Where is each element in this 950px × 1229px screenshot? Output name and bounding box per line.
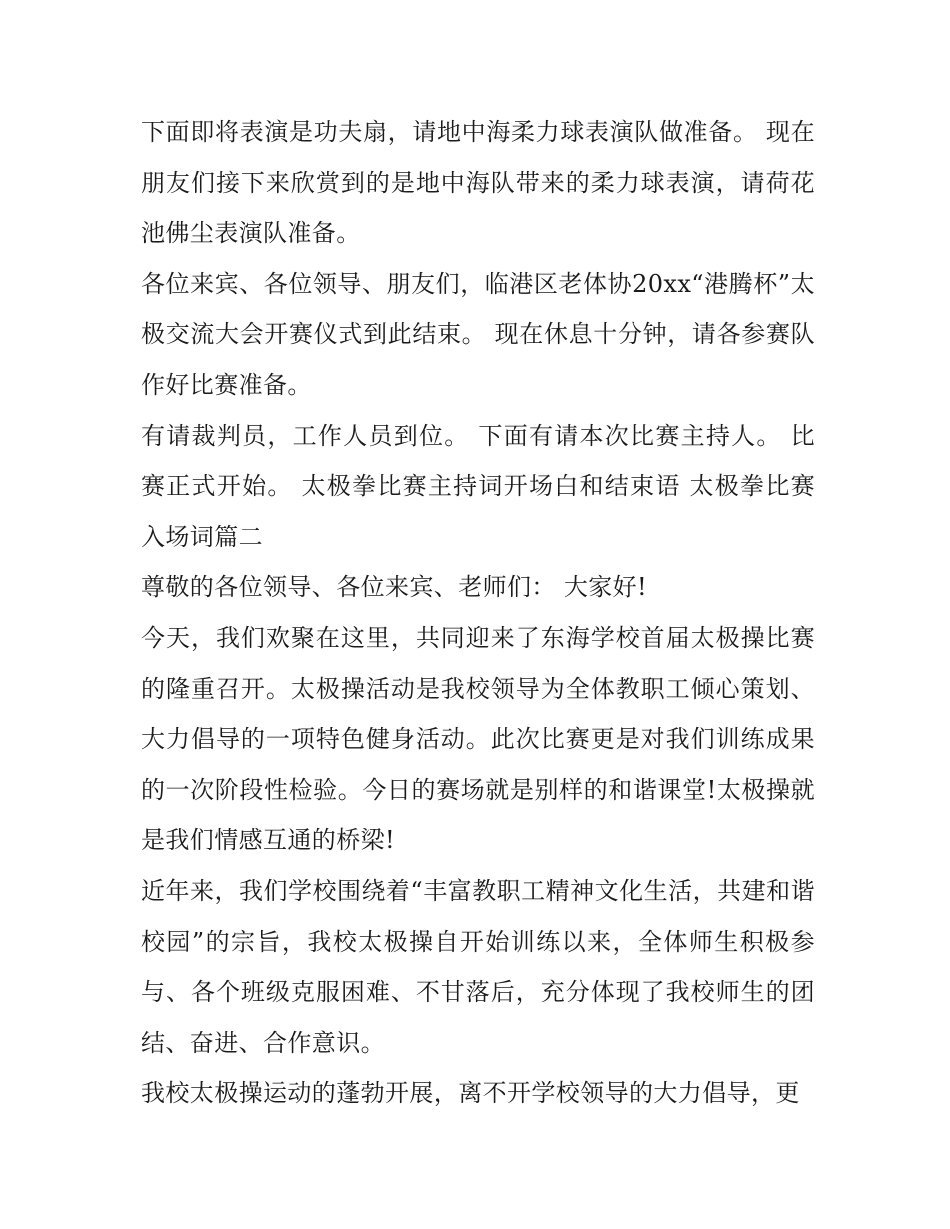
paragraph-5: 今天，我们欢聚在这里，共同迎来了东海学校首届太极操比赛的隆重召开。太极操活动是我校领导为全体教职工倾心策划、大力倡导的一项特色健身活动。此次比赛更是对我们训练成果的一次阶段性检验。今日的赛场就是别样的和谐课堂!太极操就是我们情感互通的桥梁! <box>141 623 815 855</box>
document-body <box>141 107 815 1119</box>
paragraph-6: 近年来，我们学校围绕着“丰富教职工精神文化生活，共建和谐校园”的宗旨，我校太极操自开始训练以来，全体师生积极参与、各个班级克服困难、不甘落后，充分体现了我校师生的团结、奋进、合作意识。 <box>141 876 815 1057</box>
paragraph-2: 各位来宾、各位领导、朋友们，临港区老体协20xx“港腾杯”太极交流大会开赛仪式到此结束。 现在休息十分钟，请各参赛队作好比赛准备。 <box>141 269 815 399</box>
paragraph-7: 我校太极操运动的蓬勃开展，离不开学校领导的大力倡导，更 <box>141 1079 800 1108</box>
paragraph-3: 有请裁判员，工作人员到位。 下面有请本次比赛主持人。 比赛正式开始。 太极拳比赛主持词开场白和结束语 太极拳比赛入场词篇二 <box>141 421 815 551</box>
paragraph-4: 尊敬的各位领导、各位来宾、老师们： 大家好! <box>141 573 648 602</box>
paragraph-1: 下面即将表演是功夫扇，请地中海柔力球表演队做准备。 现在朋友们接下来欣赏到的是地中海队带来的柔力球表演，请荷花池佛尘表演队准备。 <box>141 118 815 248</box>
